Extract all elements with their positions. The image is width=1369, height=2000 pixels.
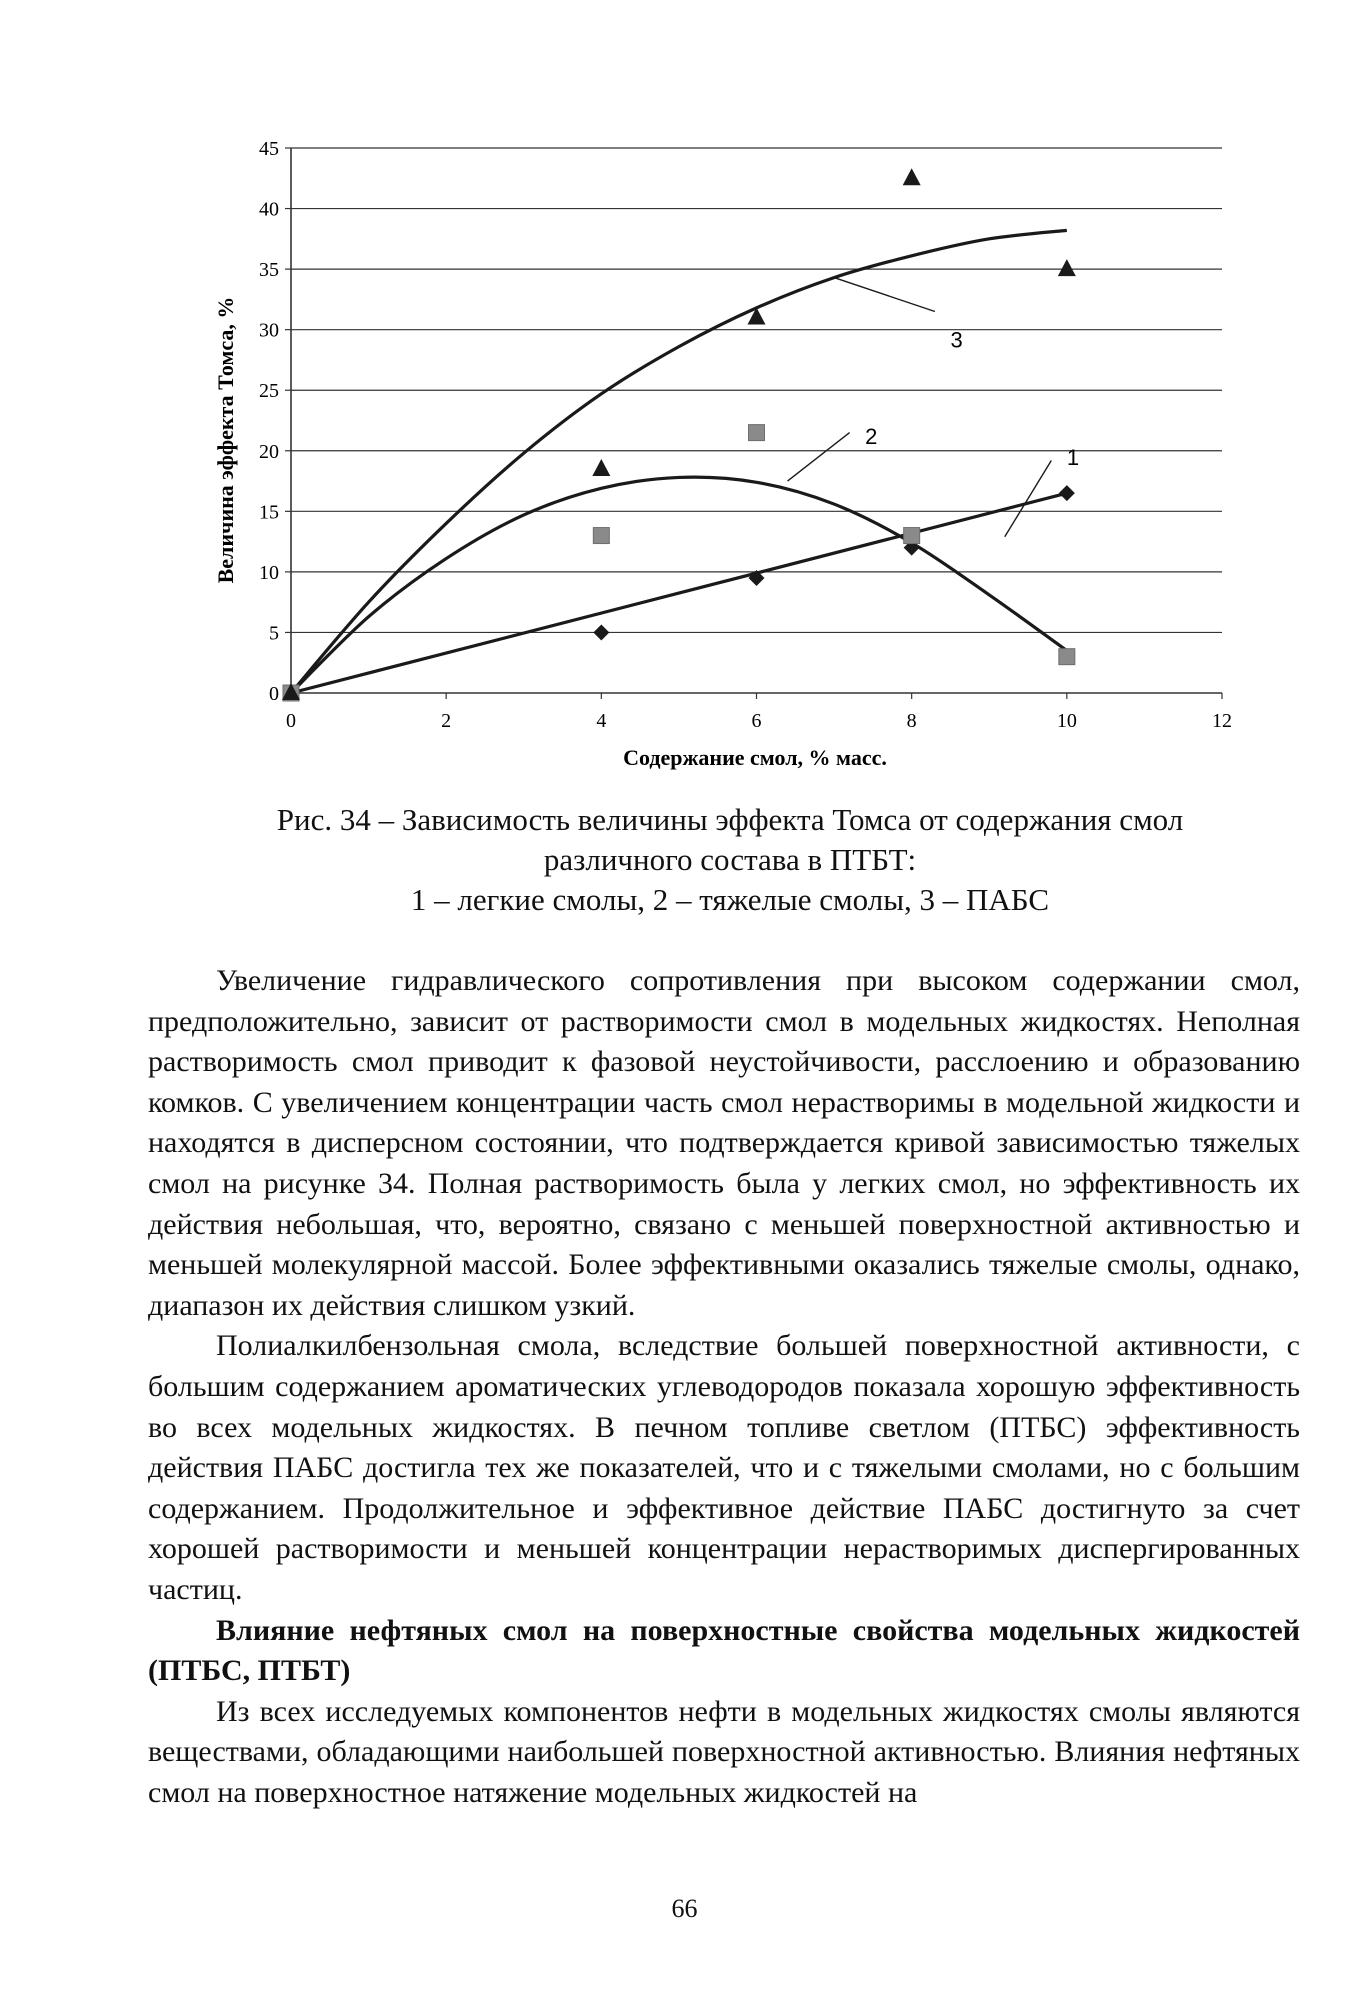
chart-grid [291,148,1222,693]
marker-series-2 [904,528,920,544]
x-tick-label: 6 [751,710,762,732]
x-tick-label: 4 [596,710,607,732]
caption-line-3: 1 – легкие смолы, 2 – тяжелые смолы, 3 – ПАБС [410,882,1050,917]
thoms-effect-chart [0,0,1369,790]
y-tick-label: 15 [259,501,279,524]
marker-series-1 [1059,485,1075,501]
marker-series-3 [592,459,610,476]
y-tick-label: 35 [259,259,279,282]
figure-caption [150,800,1310,920]
marker-series-3 [1058,259,1076,276]
x-tick-label: 8 [906,710,917,732]
paragraph-1: Увеличение гидравлического сопротивления при высоком содержании смол, предположительно, зависит от растворимости смол в модельных жидкостях. Неполная растворимость смол приводит к фазовой неустойчивости, расслоению и образованию комков. С увеличением концентрации часть смол нерастворимы в модельной жидкости и находятся в дисперсном состоянии, что подтверждается кривой зависимостью тяжелых смол на рисунке 34. Полная растворимость была у легких смол, но эффективность их действия небольшая, что, вероятно, связано с меньшей поверхностной активностью и меньшей молекулярной массой. Более эффективными оказались тяжелые смолы, однако, диапазон их действия слишком узкий. [148,964,1300,1322]
y-tick-label: 30 [259,319,279,342]
y-tick-label: 40 [259,198,279,221]
page-number: 66 [671,1894,698,1923]
trend-curve-1 [291,493,1067,693]
annotation-label-2: 2 [865,424,878,450]
annotation-leader-2 [788,433,850,481]
caption-line-1: Рис. 34 – Зависимость величины эффекта Томса от содержания смол [276,802,1184,837]
trend-curve-3 [291,230,1067,693]
chart-axes [285,148,1222,699]
annotation-label-3: 3 [950,327,963,353]
y-tick-label: 20 [259,440,279,463]
annotation-label-1: 1 [1066,444,1080,470]
body-text [148,961,1300,1813]
section-heading: Влияние нефтяных смол на поверхностные свойства модельных жидкостей (ПТБС, ПТБТ) [148,1613,1300,1688]
trend-curve-2 [291,477,1067,693]
x-tick-labels [286,710,1232,732]
data-markers [282,168,1076,701]
x-tick-label: 0 [286,710,296,732]
y-tick-label: 45 [259,138,279,160]
marker-series-2 [593,528,609,544]
paragraph-2: Полиалкилбензольная смола, вследствие большей поверхностной активности, с большим содержанием ароматических углеводородов показала хорошую эффективность во всех модельных жидкостях. В печном топливе светлом (ПТБС) эффективность действия ПАБС достигла тех же показателей, что и с тяжелыми смолами, но с большим содержанием. Продолжительное и эффективное действие ПАБС достигнуто за счет хорошей растворимости и меньшей концентрации нерастворимых диспергированных частиц. [148,1329,1300,1606]
x-tick-label: 12 [1212,710,1232,732]
caption-line-2: различного состава в ПТБТ: [543,842,917,877]
x-axis-label: Содержание смол, % масс. [623,745,887,770]
y-tick-label: 10 [259,561,279,584]
curve-annotations [788,278,1080,537]
x-tick-label: 10 [1056,710,1077,732]
y-tick-label: 0 [269,683,279,705]
annotation-leader-3 [834,278,935,312]
marker-series-2 [1059,649,1075,665]
marker-series-2 [749,425,765,441]
y-axis-label: Величина эффекта Томса, % [213,296,238,584]
y-tick-label: 25 [259,380,279,403]
y-tick-labels [259,138,279,705]
marker-series-3 [903,168,921,185]
marker-series-1 [593,624,609,640]
y-tick-label: 5 [269,622,279,645]
trend-lines [291,230,1067,693]
paragraph-3: Из всех исследуемых компонентов нефти в модельных жидкостях смолы являются веществами, обладающими наибольшей поверхностной активностью. Влияния нефтяных смол на поверхностное натяжение модельных жидкостей на [148,1694,1300,1809]
x-tick-label: 2 [441,710,452,732]
